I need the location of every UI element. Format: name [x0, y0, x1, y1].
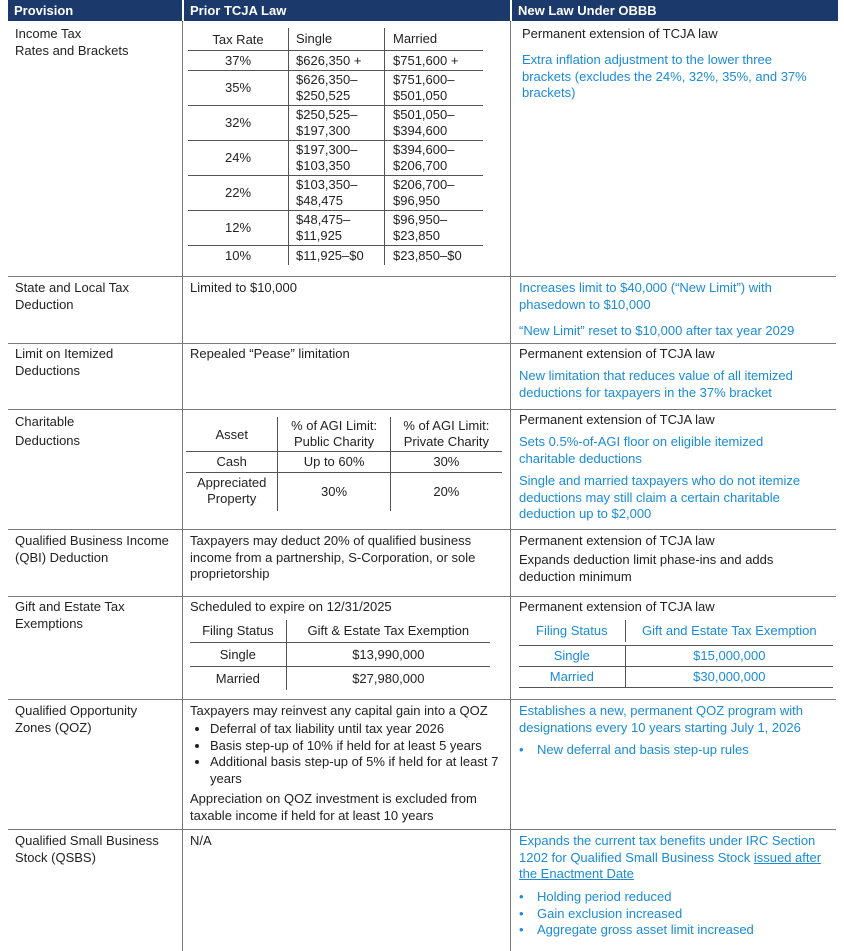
qsbs-new-1-text: Expands the current tax benefits under IRC Section 1202 for Qualified Small Business Stock — [519, 833, 816, 865]
qoz-new-bullet-text: New deferral and basis step-up rules — [537, 742, 749, 757]
list-item: Aggregate gross asset limit increased — [537, 922, 754, 937]
column-divider — [182, 21, 183, 951]
bracket-single: $48,475– $11,925 — [288, 211, 384, 245]
table-row — [188, 70, 483, 105]
list-item: Holding period reduced — [537, 889, 672, 904]
qoz-new-1: Establishes a new, permanent QOZ program with designations every 10 years starting July 1, 2026 — [519, 703, 803, 735]
bracket-single: $626,350– $250,525 — [288, 71, 384, 105]
provision-gift-estate: Gift and Estate Tax Exemptions — [15, 599, 125, 631]
provision-qoz: Qualified Opportunity Zones (QOZ) — [15, 703, 138, 735]
provision-charitable: Charitable Deductions — [15, 414, 81, 448]
gift-married-status: Married — [215, 671, 260, 686]
bracket-rate: 24% — [224, 150, 252, 165]
column-divider — [510, 21, 511, 951]
list-item: • Deferral of tax liability until tax year 2026 — [210, 721, 505, 738]
qoz-new-bullet — [519, 742, 749, 759]
itemized-new-2: New limitation that reduces value of all itemized deductions for taxpayers in the 37% bracket — [519, 368, 793, 400]
gift-col-status: Filing Status — [202, 623, 274, 638]
qoz-prior: Taxpayers may reinvest any capital gain into a QOZ — [190, 703, 488, 718]
gift-col-exemption: Gift & Estate Tax Exemption — [286, 620, 490, 642]
header-provision: Provision — [8, 0, 182, 21]
bracket-married: $96,950– $23,850 — [384, 211, 483, 245]
charity-cash-private: 30% — [390, 452, 502, 472]
gift-single-amount: $13,990,000 — [286, 643, 490, 666]
header-new-law: New Law Under OBBB — [512, 0, 838, 21]
charity-cash-public: Up to 60% — [277, 452, 389, 472]
itemized-prior: Repealed “Pease” limitation — [190, 346, 350, 361]
gift-new-table — [519, 620, 833, 688]
qsbs-new-bullets — [519, 889, 754, 939]
bracket-married: $751,600– $501,050 — [384, 71, 483, 105]
table-row — [188, 50, 483, 70]
salt-new-2: “New Limit” reset to $10,000 after tax year 2029 — [519, 323, 795, 338]
bracket-rate: 37% — [224, 52, 252, 68]
charity-col-public: % of AGI Limit: Public Charity — [277, 417, 389, 451]
provision-salt: State and Local Tax Deduction — [15, 280, 129, 312]
bracket-married: $23,850–$0 — [384, 246, 483, 265]
charity-appr-private: 20% — [390, 473, 502, 511]
gift-new-col-status: Filing Status — [536, 623, 608, 638]
charity-cash-asset: Cash — [216, 454, 247, 469]
bracket-married: $751,600 + — [384, 51, 483, 70]
table-row — [188, 245, 483, 265]
charitable-new-2: Sets 0.5%-of-AGI floor on eligible itemized charitable deductions — [519, 434, 764, 466]
charitable-new-1: Permanent extension of TCJA law — [519, 412, 715, 427]
gift-new-col-exemption: Gift and Estate Tax Exemption — [625, 620, 833, 642]
col-single: Single — [288, 28, 384, 50]
gift-new-1: Permanent extension of TCJA law — [519, 599, 715, 614]
table-row — [188, 140, 483, 175]
bracket-rate: 22% — [224, 185, 252, 200]
table-row — [188, 210, 483, 245]
row-divider — [8, 529, 836, 530]
qbi-new-1: Permanent extension of TCJA law — [519, 533, 715, 548]
provision-qsbs: Qualified Small Business Stock (QSBS) — [15, 833, 159, 865]
provision-itemized: Limit on Itemized Deductions — [15, 346, 114, 378]
list-item: • Basis step-up of 10% if held for at least 5 years — [210, 738, 505, 755]
charitable-new-3: Single and married taxpayers who do not itemize deductions may still claim a certain charitable deduction up to $2,000 — [519, 473, 801, 521]
gift-single-status: Single — [219, 647, 256, 662]
gift-married-amount: $27,980,000 — [286, 667, 490, 690]
bracket-single: $11,925–$0 — [288, 246, 384, 265]
col-tax-rate: Tax Rate — [212, 31, 264, 47]
charity-appr-public: 30% — [277, 473, 389, 511]
charity-col-asset: Asset — [215, 426, 248, 442]
bullet-icon: • — [519, 905, 524, 921]
income-new-2: Extra inflation adjustment to the lower three brackets (excludes the 24%, 32%, 35%, and 37% brackets) — [522, 52, 807, 100]
salt-new-1: Increases limit to $40,000 (“New Limit”) with phasedown to $10,000 — [519, 280, 772, 312]
row-divider — [8, 596, 836, 597]
gift-new-married-amount: $30,000,000 — [625, 667, 833, 687]
bracket-married: $501,050– $394,600 — [384, 106, 483, 140]
bullet-icon: • — [519, 889, 524, 904]
gift-new-single-amount: $15,000,000 — [625, 646, 833, 666]
table-row — [188, 105, 483, 140]
bracket-married: $206,700– $96,950 — [384, 176, 483, 210]
provision-qbi: Qualified Business Income (QBI) Deduction — [15, 533, 169, 565]
col-married: Married — [384, 28, 483, 50]
qoz-prior-bullets — [190, 721, 505, 787]
list-item: Gain exclusion increased — [537, 905, 683, 921]
qoz-prior-2: Appreciation on QOZ investment is excluded from taxable income if held for at least 10 years — [190, 791, 477, 823]
qbi-new-2: Expands deduction limit phase-ins and adds deduction minimum — [519, 552, 774, 584]
qsbs-new-1 — [519, 833, 834, 883]
header-prior-law: Prior TCJA Law — [184, 0, 510, 21]
bracket-rate: 12% — [224, 220, 252, 235]
bracket-rate: 35% — [224, 80, 252, 95]
bracket-single: $626,350 + — [288, 51, 384, 70]
row-divider — [8, 409, 836, 410]
income-bracket-table — [188, 28, 483, 265]
provision-income-tax: Income Tax Rates and Brackets — [15, 26, 129, 58]
salt-prior: Limited to $10,000 — [190, 280, 297, 295]
gift-prior-table — [190, 620, 490, 690]
charity-appr-asset: Appreciated Property — [197, 475, 267, 506]
bullet-icon: • — [519, 922, 524, 937]
gift-prior: Scheduled to expire on 12/31/2025 — [190, 599, 392, 614]
bracket-rate: 10% — [224, 247, 252, 263]
bracket-single: $250,525– $197,300 — [288, 106, 384, 140]
charity-col-private: % of AGI Limit: Private Charity — [390, 417, 502, 451]
qsbs-prior: N/A — [190, 833, 212, 848]
table-row — [188, 175, 483, 210]
row-divider — [8, 829, 836, 830]
row-divider — [8, 343, 836, 344]
gift-new-married-status: Married — [549, 669, 594, 684]
qbi-prior: Taxpayers may deduct 20% of qualified business income from a partnership, S-Corporation, or sole proprietorship — [190, 533, 476, 581]
bullet-icon: • — [519, 742, 524, 757]
row-divider — [8, 699, 836, 700]
row-divider — [8, 276, 836, 277]
list-item: • Additional basis step-up of 5% if held for at least 7 years — [210, 754, 505, 787]
income-new-1: Permanent extension of TCJA law — [522, 26, 718, 41]
gift-new-single-status: Single — [553, 648, 590, 663]
charitable-table — [186, 417, 502, 511]
itemized-new-1: Permanent extension of TCJA law — [519, 346, 715, 361]
qsbs-new-1-link: issued after the Enactment Date — [519, 849, 822, 881]
bracket-rate: 32% — [224, 115, 252, 130]
bracket-single: $197,300– $103,350 — [288, 141, 384, 175]
bracket-married: $394,600– $206,700 — [384, 141, 483, 175]
bracket-single: $103,350– $48,475 — [288, 176, 384, 210]
